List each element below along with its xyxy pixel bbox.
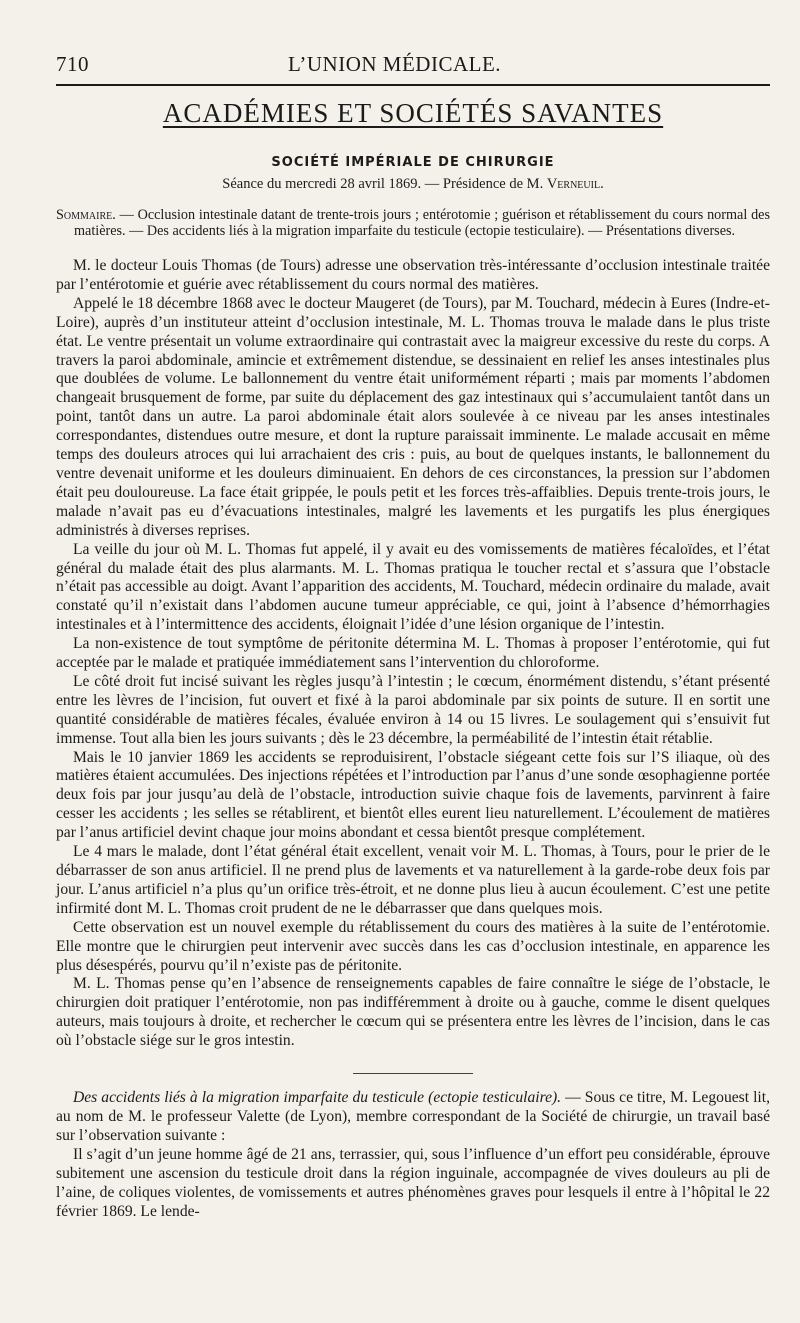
second-article-lead xyxy=(56,1088,770,1145)
summary xyxy=(56,207,770,239)
second-article-paragraph: Il s’agit d’un jeune homme âgé de 21 ans, terrassier, qui, sous l’influence d’un effort peu considérable, éprouve subitement une ascension du testicule droit dans la région inguinale, accompagnée de vives douleurs au pli de l’aine, de coliques violentes, de vomissements et autres phénomènes graves pour lesquels il entre à l’hôpital le 22 février 1869. Le lende- xyxy=(56,1146,770,1221)
paragraph: M. L. Thomas pense qu’en l’absence de renseignements capables de faire connaître le siége de l’obstacle, le chirurgien doit pratiquer l’entérotomie, non pas indifféremment à droite ou à gauche, comme le disent quelques auteurs, mais toujours à droite, et rechercher le cœcum qui se présentera entre les lèvres de l’incision, dans le cas où l’obstacle siége sur le gros intestin. xyxy=(56,975,770,1050)
paragraph: Cette observation est un nouvel exemple du rétablissement du cours des matières à la suite de l’entérotomie. Elle montre que le chirurgien peut intervenir avec succès dans les cas d’occlusion intestinale, en apparence les plus désespérés, pourvu qu’il n’existe pas de péritonite. xyxy=(56,918,770,974)
summary-label: Sommaire. xyxy=(56,207,116,223)
paragraph: Le côté droit fut incisé suivant les règles jusqu’à l’intestin ; le cœcum, énormément distendu, s’étant présenté entre les lèvres de l’incision, fut ouvert et fixé à la paroi abdominale par six points de suture. Il en sortit une quantité considérable de matières fécales, évaluée environ à 14 ou 15 livres. Le soulagement qui s’ensuivit fut immense. Tout alla bien les jours suivants ; dès le 23 décembre, la perméabilité de l’intestin était rétablie. xyxy=(56,672,770,747)
section-title: ACADÉMIES ET SOCIÉTÉS SAVANTES xyxy=(162,98,664,128)
second-article-intro: — Sous ce titre, M. Legouest lit, au nom de M. le professeur Valette (de Lyon), membre correspondant de la Société de chirurgie, un travail basé sur l’observation suivante : xyxy=(56,1089,770,1145)
header-rule xyxy=(56,84,770,86)
president-name: Verneuil. xyxy=(546,176,604,192)
seance-line xyxy=(56,176,770,193)
seance-text: Séance du mercredi 28 avril 1869. — Présidence de M. xyxy=(222,176,544,192)
paragraph: La non-existence de tout symptôme de péritonite détermina M. L. Thomas à proposer l’entérotomie, qui fut acceptée par le malade et pratiquée immédiatement sans l’intervention du chloroforme. xyxy=(56,635,770,672)
paragraph: Mais le 10 janvier 1869 les accidents se reproduisirent, l’obstacle siégeant cette fois sur l’S iliaque, où des matières étaient accumulées. Des injections répétées et l’introduction par l’anus d’une sonde œsophagienne portée deux fois par jour jusqu’au delà de l’obstacle, introduction suivie chaque fois de lavements, parvinrent à faire cesser les accidents ; les selles se rétablirent, et bientôt elles eurent lieu naturellement. L’écoulement de matières par l’anus artificiel devint chaque jour moins abondant et cessa bientôt presque complétement. xyxy=(56,748,770,842)
second-article xyxy=(56,1088,770,1221)
second-article-title: Des accidents liés à la migration imparfaite du testicule (ectopie testiculaire). xyxy=(73,1089,562,1107)
paragraph: Appelé le 18 décembre 1868 avec le docteur Maugeret (de Tours), par M. Touchard, médecin à Eures (Indre-et-Loire), auprès d’un instituteur atteint d’occlusion intestinale, M. L. Thomas trouva le malade dans le plus triste état. Le ventre présentait un volume extraordinaire qui contrastait avec la maigreur excessive du reste du corps. A travers la paroi abdominale, amincie et extrêmement distendue, se dessinaient en relief les anses intestinales plus que doublées de volume. Le ballonnement du ventre était uniformément réparti ; mais par moments l’abdomen changeait brusquement de forme, par suite du déplacement des gaz intestinaux qui s’accumulaient tantôt dans un point, tantôt dans un autre. La paroi abdominale était alors soulevée à ce niveau par les anses intestinales correspondantes, distendues outre mesure, et dont la rupture paraissait imminente. Le malade accusait en même temps des douleurs atroces qui lui arrachaient des cris : puis, au bout de quelques instants, le ballonnement du ventre devenait uniforme et les douleurs diminuaient. En dehors de ces circonstances, la pression sur l’abdomen était peu douloureuse. La face était grippée, le pouls petit et les forces très-affaiblies. Depuis trente-trois jours, le malade n’avait pas eu d’évacuations intestinales, malgré les lavements et les purgatifs les plus énergiques administrés à diverses reprises. xyxy=(56,294,770,539)
page-number: 710 xyxy=(56,52,89,76)
society-heading: SOCIÉTÉ IMPÉRIALE DE CHIRURGIE xyxy=(271,155,555,170)
paragraph: La veille du jour où M. L. Thomas fut appelé, il y avait eu des vomissements de matières fécaloïdes, et l’état général du malade était des plus alarmants. M. L. Thomas pratiqua le toucher rectal et s’assura que l’obstacle n’était pas accessible au doigt. Avant l’apparition des accidents, M. Touchard, médecin ordinaire du malade, avait constaté qu’il n’existait dans l’abdomen aucune tumeur appréciable, ce qui, joint à l’absence d’hémorrhagies intestinales et à l’intermittence des accidents, éloignait l’idée d’une lésion organique de l’intestin. xyxy=(56,540,770,634)
article-separator xyxy=(353,1073,473,1074)
running-head xyxy=(56,48,770,84)
article-body xyxy=(56,257,770,1051)
paragraph: M. le docteur Louis Thomas (de Tours) adresse une observation très-intéressante d’occlusion intestinale traitée par l’entérotomie et guérie avec rétablissement du cours normal des matières. xyxy=(56,257,770,293)
journal-title: L’UNION MÉDICALE. xyxy=(288,52,502,76)
summary-text: — Occlusion intestinale datant de trente-trois jours ; entérotomie ; guérison et rétablissement du cours normal des matières. — Des accidents liés à la migration imparfaite du testicule (ectopie testiculaire). — Présentations diverses. xyxy=(74,207,770,239)
paragraph: Le 4 mars le malade, dont l’état général était excellent, venait voir M. L. Thomas, à Tours, pour le prier de le débarrasser de son anus artificiel. Il ne prend plus de lavements et va naturellement à la garde-robe deux fois par jour. L’anus artificiel n’a plus qu’un orifice très-étroit, et ne donne plus lieu à aucun écoulement. C’est une petite infirmité dont M. L. Thomas croit prudent de ne le débarrasser que dans quelques mois. xyxy=(56,843,770,917)
